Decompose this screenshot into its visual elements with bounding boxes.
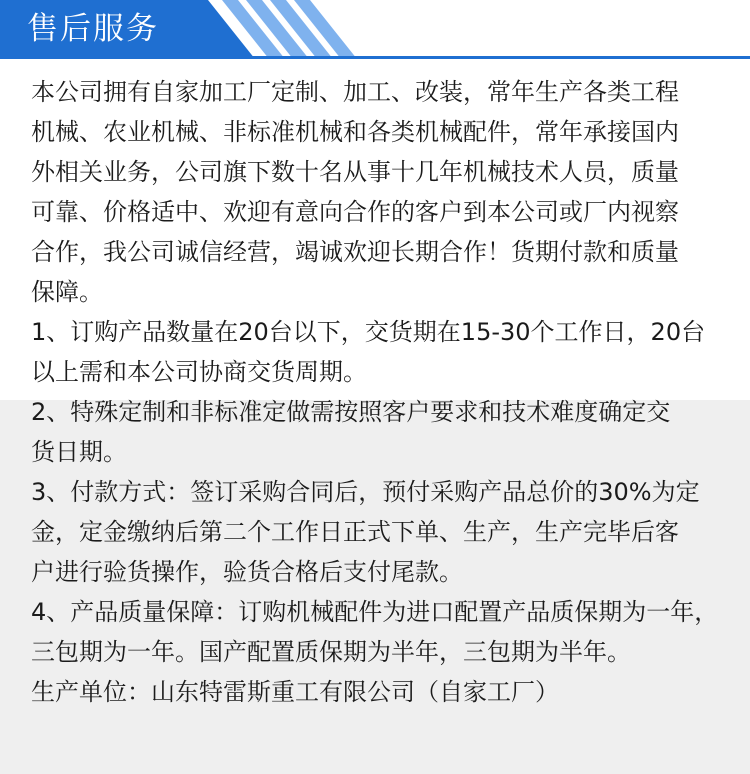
producer-line [31, 672, 731, 712]
intro-line: 本公司拥有自家加工厂定制、加工、改装，常年生产各类工程 [31, 78, 679, 106]
list-item-line: 货日期。 [31, 438, 127, 466]
after-sales-content [31, 72, 731, 712]
section-title: 售后服务 [27, 11, 159, 47]
list-item-line: 1、订购产品数量在20台以下，交货期在15-30个工作日，20台 [31, 318, 706, 346]
section-header [0, 0, 750, 59]
intro-line: 合作，我公司诚信经营，竭诚欢迎长期合作！货期付款和质量 [31, 238, 679, 266]
header-underline [0, 56, 750, 59]
intro-line: 保障。 [31, 278, 103, 306]
list-item-payment-method [31, 472, 731, 592]
list-item-quality-guarantee [31, 592, 731, 672]
list-item-custom-orders [31, 392, 731, 472]
list-item-line: 三包期为一年。国产配置质保期为半年，三包期为半年。 [31, 638, 631, 666]
list-item-line: 3、付款方式：签订采购合同后，预付采购产品总价的30%为定 [31, 478, 700, 506]
list-item-line: 户进行验货操作，验货合格后支付尾款。 [31, 558, 463, 586]
producer-text: 生产单位：山东特雷斯重工有限公司（自家工厂） [31, 678, 559, 706]
list-item-line: 金，定金缴纳后第二个工作日正式下单、生产，生产完毕后客 [31, 518, 679, 546]
intro-line: 可靠、价格适中、欢迎有意向合作的客户到本公司或厂内视察 [31, 198, 679, 226]
list-item-line: 4、产品质量保障：订购机械配件为进口配置产品质保期为一年， [31, 598, 719, 626]
intro-line: 外相关业务，公司旗下数十名从事十几年机械技术人员，质量 [31, 158, 679, 186]
intro-paragraph [31, 72, 731, 312]
list-item-delivery-period [31, 312, 731, 392]
intro-line: 机械、农业机械、非标准机械和各类机械配件，常年承接国内 [31, 118, 679, 146]
list-item-line: 2、特殊定制和非标准定做需按照客户要求和技术难度确定交 [31, 398, 671, 426]
list-item-line: 以上需和本公司协商交货周期。 [31, 358, 367, 386]
